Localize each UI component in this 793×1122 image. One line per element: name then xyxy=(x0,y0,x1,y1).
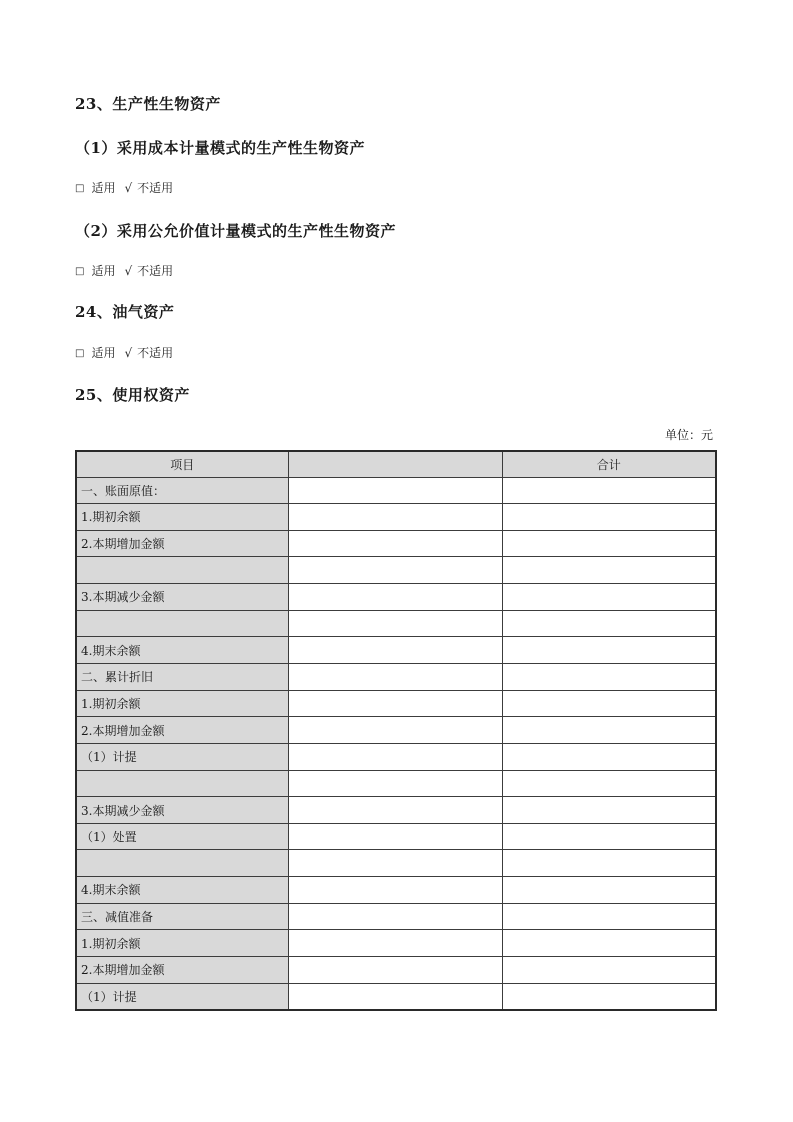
row-total-cell xyxy=(502,610,716,637)
not-applicable-label: 不适用 xyxy=(137,346,174,360)
row-total-cell xyxy=(502,557,716,584)
applicability-line-1 xyxy=(75,181,715,197)
row-total-cell xyxy=(502,770,716,797)
row-total-cell xyxy=(502,477,716,504)
table-row xyxy=(76,957,716,984)
row-total-cell xyxy=(502,743,716,770)
row-total-cell xyxy=(502,690,716,717)
row-label-cell: 三、减值准备 xyxy=(76,903,288,930)
column-header-item: 项目 xyxy=(76,451,288,477)
row-value-cell xyxy=(288,690,502,717)
row-value-cell xyxy=(288,663,502,690)
rou-table-body xyxy=(76,477,716,1010)
table-header-row xyxy=(76,451,716,477)
row-label-cell: 4.期末余额 xyxy=(76,877,288,904)
section-heading-24: 24、油气资产 xyxy=(75,303,175,321)
section-heading-25: 25、使用权资产 xyxy=(75,386,190,404)
row-total-cell xyxy=(502,637,716,664)
row-label-cell: 3.本期减少金额 xyxy=(76,797,288,824)
row-label-cell: 3.本期减少金额 xyxy=(76,584,288,611)
right-of-use-assets-table xyxy=(75,450,717,1011)
row-total-cell xyxy=(502,823,716,850)
table-row xyxy=(76,584,716,611)
checkmark-icon: √ xyxy=(124,264,133,278)
row-label-cell xyxy=(76,770,288,797)
table-row xyxy=(76,930,716,957)
row-label-cell: 1.期初余额 xyxy=(76,504,288,531)
checkbox-icon: □ xyxy=(75,348,85,359)
page-content xyxy=(75,0,715,1011)
row-value-cell xyxy=(288,823,502,850)
row-total-cell xyxy=(502,584,716,611)
row-value-cell xyxy=(288,797,502,824)
table-row xyxy=(76,850,716,877)
row-total-cell xyxy=(502,877,716,904)
checkmark-icon: √ xyxy=(124,346,133,360)
row-label-cell: 2.本期增加金额 xyxy=(76,530,288,557)
row-value-cell xyxy=(288,610,502,637)
row-label-cell: 4.期末余额 xyxy=(76,637,288,664)
row-total-cell xyxy=(502,797,716,824)
row-value-cell xyxy=(288,770,502,797)
row-value-cell xyxy=(288,850,502,877)
not-applicable-label: 不适用 xyxy=(137,264,174,278)
column-header-blank xyxy=(288,451,502,477)
table-row xyxy=(76,743,716,770)
table-row xyxy=(76,557,716,584)
subsection-heading-23-1: （1）采用成本计量模式的生产性生物资产 xyxy=(75,139,365,157)
not-applicable-label: 不适用 xyxy=(137,181,174,195)
table-row xyxy=(76,504,716,531)
unit-label: 单位：元 xyxy=(664,428,713,442)
table-row xyxy=(76,797,716,824)
row-value-cell xyxy=(288,717,502,744)
row-total-cell xyxy=(502,504,716,531)
applicable-label: 适用 xyxy=(91,264,116,278)
row-total-cell xyxy=(502,983,716,1010)
checkmark-icon: √ xyxy=(124,181,133,195)
row-label-cell: 2.本期增加金额 xyxy=(76,717,288,744)
row-label-cell: 一、账面原值： xyxy=(76,477,288,504)
row-value-cell xyxy=(288,877,502,904)
table-row xyxy=(76,717,716,744)
row-value-cell xyxy=(288,957,502,984)
row-value-cell xyxy=(288,530,502,557)
section-heading-23: 23、生产性生物资产 xyxy=(75,95,221,113)
row-value-cell xyxy=(288,584,502,611)
row-total-cell xyxy=(502,663,716,690)
checkbox-icon: □ xyxy=(75,266,85,277)
checkbox-icon: □ xyxy=(75,183,85,194)
row-label-cell: 1.期初余额 xyxy=(76,930,288,957)
row-label-cell: 1.期初余额 xyxy=(76,690,288,717)
table-row xyxy=(76,903,716,930)
row-label-cell: 二、累计折旧 xyxy=(76,663,288,690)
row-label-cell xyxy=(76,557,288,584)
applicability-line-2 xyxy=(75,264,715,280)
applicability-line-3 xyxy=(75,346,715,362)
row-label-cell: （1）处置 xyxy=(76,823,288,850)
row-total-cell xyxy=(502,930,716,957)
row-total-cell xyxy=(502,530,716,557)
table-row xyxy=(76,877,716,904)
table-row xyxy=(76,770,716,797)
row-value-cell xyxy=(288,557,502,584)
row-value-cell xyxy=(288,930,502,957)
column-header-total: 合计 xyxy=(502,451,716,477)
table-row xyxy=(76,530,716,557)
row-label-cell: （1）计提 xyxy=(76,983,288,1010)
row-value-cell xyxy=(288,504,502,531)
row-label-cell xyxy=(76,610,288,637)
row-total-cell xyxy=(502,903,716,930)
applicable-label: 适用 xyxy=(91,346,116,360)
row-label-cell xyxy=(76,850,288,877)
row-value-cell xyxy=(288,903,502,930)
row-total-cell xyxy=(502,957,716,984)
row-value-cell xyxy=(288,983,502,1010)
table-row xyxy=(76,823,716,850)
subsection-heading-23-2: （2）采用公允价值计量模式的生产性生物资产 xyxy=(75,222,396,240)
row-value-cell xyxy=(288,743,502,770)
table-row xyxy=(76,610,716,637)
table-row xyxy=(76,637,716,664)
table-row xyxy=(76,690,716,717)
row-total-cell xyxy=(502,717,716,744)
row-total-cell xyxy=(502,850,716,877)
row-value-cell xyxy=(288,637,502,664)
table-row xyxy=(76,477,716,504)
row-label-cell: 2.本期增加金额 xyxy=(76,957,288,984)
table-row xyxy=(76,983,716,1010)
table-row xyxy=(76,663,716,690)
applicable-label: 适用 xyxy=(91,181,116,195)
row-value-cell xyxy=(288,477,502,504)
row-label-cell: （1）计提 xyxy=(76,743,288,770)
